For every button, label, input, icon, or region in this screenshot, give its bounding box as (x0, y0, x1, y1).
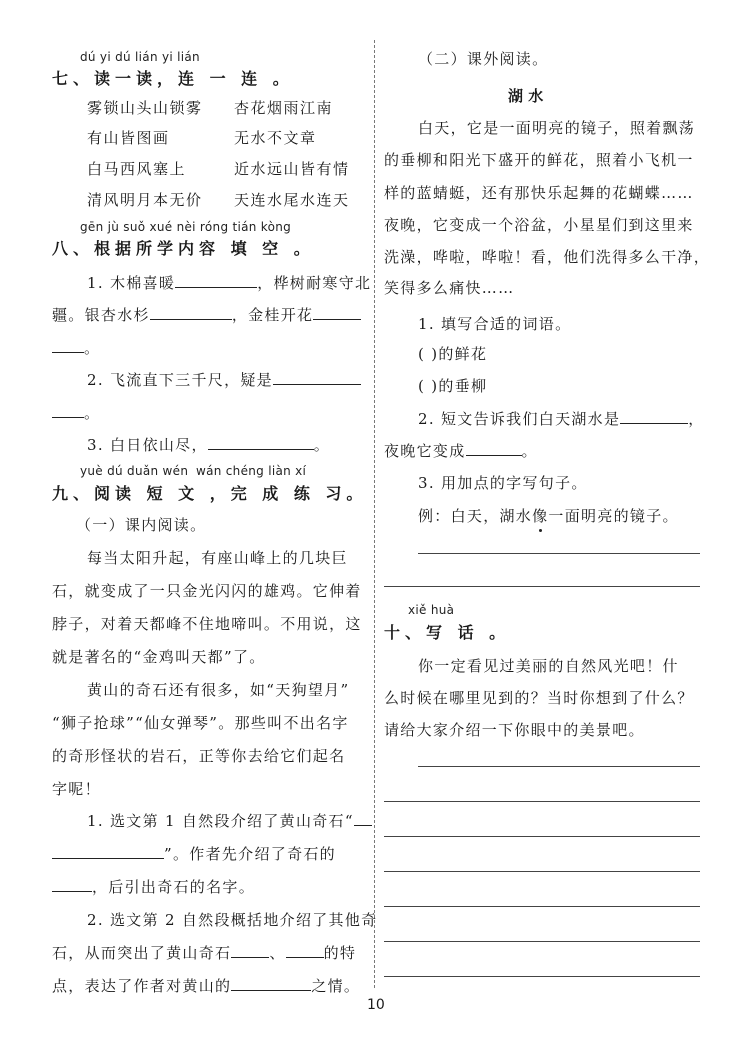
writing-line[interactable] (384, 941, 700, 942)
p2-line-4: 字呢！ (52, 780, 101, 798)
sec9-pinyin-b: wán chéng liàn xí (196, 464, 307, 478)
p3-line-5: 洗澡，哗啦，哗啦！看，他们洗得多么干净， (384, 248, 711, 266)
page-number: 10 (367, 997, 385, 1013)
sec9-q2-line2: 石，从而突出了黄山奇石 、 的特 (52, 944, 357, 962)
answer-blank[interactable] (620, 409, 688, 424)
answer-blank[interactable] (231, 943, 269, 958)
sec9-r1-a[interactable]: ( )的鲜花 (418, 345, 488, 363)
answer-blank[interactable] (52, 844, 164, 859)
sec9-r3: 3. 用加点的字写句子。 (418, 474, 588, 492)
sec8-q1-line3: 。 (52, 337, 100, 358)
writing-line[interactable] (384, 871, 700, 872)
sec9-r1: 1. 填写合适的词语。 (418, 315, 572, 333)
answer-blank[interactable] (273, 370, 361, 385)
match-left-3: 白马西风塞上 (87, 160, 187, 178)
answer-blank[interactable] (52, 403, 84, 418)
sec9-example: 例：白天，湖水像一面明亮的镜子。 (418, 507, 679, 525)
match-right-3: 近水远山皆有情 (234, 160, 350, 178)
match-left-4: 清风明月本无价 (87, 191, 203, 209)
sec10-title: 十、写 话 。 (384, 623, 511, 642)
p1-line-1: 每当太阳升起，有座山峰上的几块巨 (87, 549, 348, 567)
p3-line-4: 夜晚，它变成一个浴盆，小星星们到这里来 (384, 216, 694, 234)
sec9-r2-line1: 2. 短文告诉我们白天湖水是 ， (418, 410, 705, 428)
sec9-sub1: （一）课内阅读。 (76, 516, 207, 534)
writing-line[interactable] (384, 976, 700, 977)
answer-blank[interactable] (286, 943, 324, 958)
sec8-pinyin: gēn jù suǒ xué nèi róng tián kòng (80, 220, 292, 234)
sec8-q2-line1: 2. 飞流直下三千尺，疑是 (87, 369, 361, 390)
sec7-title: 七、读一读，连 一 连 。 (52, 69, 294, 88)
p2-line-2: “狮子抢球”“仙女弹琴”。那些叫不出名字 (52, 714, 349, 732)
answer-blank[interactable] (150, 305, 232, 320)
sec9-q2-line1: 2. 选文第 2 自然段概括地介绍了其他奇 (87, 911, 378, 929)
match-left-1: 雾锁山头山锁雾 (87, 99, 203, 117)
sec9-title: 九、阅读 短 文 ，完 成 练 习。 (52, 484, 368, 503)
writing-line[interactable] (384, 906, 700, 907)
writing-line[interactable] (384, 836, 700, 837)
sec9-sub2: （二）课外阅读。 (418, 50, 549, 68)
sec9-r1-b[interactable]: ( )的垂柳 (418, 377, 488, 395)
sec9-q1-line1: 1. 选文第 1 自然段介绍了黄山奇石“ (87, 810, 372, 831)
p3-line-2: 的垂柳和阳光下盛开的鲜花，照着小飞机一 (384, 151, 694, 169)
sec10-line-1: 你一定看见过美丽的自然风光吧！什 (418, 657, 679, 675)
sec8-q1-line1: 1. 木棉喜暖 ，桦树耐寒守北 (87, 274, 372, 292)
answer-blank[interactable] (313, 305, 361, 320)
sec9-q1-line3: ，后引出奇石的名字。 (52, 876, 255, 897)
answer-blank[interactable] (231, 976, 311, 991)
sec9-q1-line2: ”。作者先介绍了奇石的 (52, 843, 336, 864)
answer-blank[interactable] (175, 273, 257, 288)
answer-blank[interactable] (354, 811, 372, 826)
p2-line-3: 的奇形怪状的岩石，正等你去给它们起名 (52, 747, 346, 765)
sec8-q2-line2: 。 (52, 402, 100, 423)
p1-line-4: 就是著名的“金鸡叫天都”了。 (52, 648, 266, 666)
writing-line[interactable] (384, 586, 700, 587)
sec10-line-2: 么时候在哪里见到的？当时你想到了什么？ (384, 689, 694, 707)
sec7-pinyin: dú yi dú lián yi lián (80, 50, 200, 64)
p3-line-3: 样的蓝蜻蜓，还有那快乐起舞的花蝴蝶…… (384, 184, 694, 202)
writing-line[interactable] (418, 553, 700, 554)
sec8-title: 八、根据所学内容 填 空 。 (52, 239, 315, 258)
answer-blank[interactable] (52, 877, 92, 892)
answer-blank[interactable] (208, 435, 314, 450)
p1-line-2: 石，就变成了一只金光闪闪的雄鸡。它伸着 (52, 582, 362, 600)
sec9-r2-line2: 夜晚它变成 。 (384, 442, 538, 460)
sec10-pinyin: xiě huà (408, 603, 455, 617)
match-right-1: 杏花烟雨江南 (234, 99, 334, 117)
sec8-q3: 3. 白日依山尽， 。 (87, 436, 331, 454)
sec9-pinyin-a: yuè dú duǎn wén (80, 464, 189, 478)
p3-line-1: 白天，它是一面明亮的镜子，照着飘荡 (418, 119, 696, 137)
sec10-line-3: 请给大家介绍一下你眼中的美景吧。 (384, 721, 645, 739)
match-right-2: 无水不文章 (234, 129, 317, 147)
column-divider (374, 40, 375, 988)
writing-line[interactable] (418, 766, 700, 767)
p2-line-1: 黄山的奇石还有很多，如“天狗望月” (87, 681, 350, 699)
answer-blank[interactable] (466, 441, 522, 456)
sec8-q1-line2: 疆。银杏水杉 ，金桂开花 (52, 304, 361, 325)
p3-line-6: 笑得多么痛快…… (384, 279, 515, 297)
match-right-4: 天连水尾水连天 (234, 191, 350, 209)
p1-line-3: 脖子，对着天都峰不住地啼叫。不用说，这 (52, 615, 362, 633)
dotted-char: 像 (532, 507, 549, 525)
sec9-q2-line3: 点，表达了作者对黄山的 之情。 (52, 977, 361, 995)
writing-line[interactable] (384, 801, 700, 802)
answer-blank[interactable] (52, 338, 84, 353)
match-left-2: 有山皆图画 (87, 129, 170, 147)
passage-title: 湖 水 (508, 87, 544, 105)
